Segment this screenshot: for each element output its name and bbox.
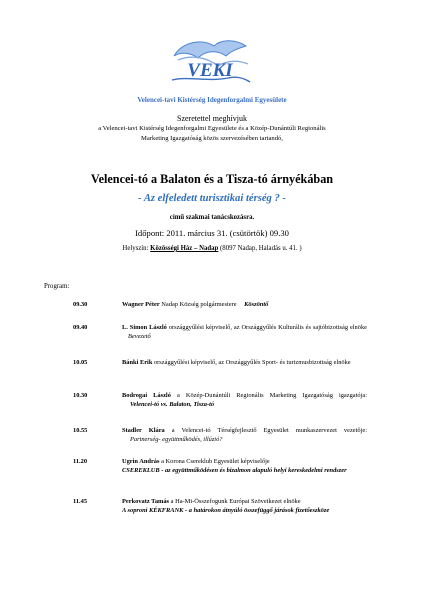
invitation-intro xyxy=(40,113,384,143)
program-time: 10.55 xyxy=(73,427,88,434)
speaker-role: a Korona Csereklub Egyesület képviselője xyxy=(161,458,270,465)
speaker-role: országgyűlési képviselő, az Országgyűlés Sport- és turizmusbizottság elnöke xyxy=(153,359,351,366)
event-date: Időpont: 2011. március 31. (csütörtök) 09.30 xyxy=(135,228,289,238)
event-subtitle: - Az elfeledett turisztikai térség ? - xyxy=(138,193,286,204)
invitation-line-1: Szeretettel meghívjuk xyxy=(177,114,247,123)
speaker-name: Wagner Péter xyxy=(122,301,160,308)
venue-place: Közösségi Ház – Nadap xyxy=(150,245,219,252)
event-title: Velencei-tó a Balaton és a Tisza-tó árnyékában xyxy=(90,172,334,186)
speaker-name: Stadler Klára xyxy=(122,427,165,434)
program-list xyxy=(73,301,367,538)
invitation-line-3: Marketing Igazgatóság közös szervezésében tartandó, xyxy=(141,134,283,142)
speaker-role: Nadap Község polgármestere xyxy=(161,301,237,308)
venue-address: (8097 Nadap, Haladás u. 41. ) xyxy=(220,245,302,252)
talk-topic: CSEREKLUB - az együttműködésen és bizalmon alapuló helyi kereskedelmi rendszer xyxy=(122,466,347,474)
program-time: 10.30 xyxy=(73,392,88,399)
speaker-name: Bánki Erik xyxy=(122,359,153,366)
veki-logo-graphic xyxy=(168,36,252,90)
speaker-role: a Közép-Dunántúli Regionális Marketing Igazgatóság igazgatója: xyxy=(176,392,367,399)
program-time: 10.05 xyxy=(73,359,88,366)
program-item xyxy=(73,498,367,538)
event-type: című szakmai tanácskozásra. xyxy=(169,214,255,221)
program-item xyxy=(73,359,367,392)
program-item xyxy=(73,301,367,324)
talk-topic: Bevezető xyxy=(128,332,151,340)
program-time: 11.20 xyxy=(73,458,88,465)
speaker-name: Perkovatz Tamás xyxy=(122,498,170,505)
speaker-name: Ugrin András xyxy=(122,458,160,465)
speaker-role: a Ha-Mi-Összefogunk Európai Szövetkezet elnöke xyxy=(170,498,301,505)
program-time: 09.30 xyxy=(73,301,88,308)
event-venue xyxy=(0,245,424,252)
talk-topic: Velencei-tó vs. Balaton, Tisza-tó xyxy=(130,400,215,408)
program-time: 09.40 xyxy=(73,324,88,331)
veki-logo xyxy=(168,36,252,90)
program-item xyxy=(73,458,367,498)
speaker-role: a Velencei-tó Térségfejlesztő Egyesület munkaszervezet vezetője: xyxy=(171,427,367,434)
talk-topic: Partnerség- együttműködés, illúzió? xyxy=(130,435,223,443)
speaker-name: L. Simon László xyxy=(122,324,167,331)
talk-topic: Köszöntő xyxy=(244,301,269,308)
talk-topic: A soproni KÉKFRANK - a határokon átnyúló összefüggő járások fizetőeszköze xyxy=(122,506,330,514)
logo-text: VEKI xyxy=(187,60,233,81)
program-time: 11.45 xyxy=(73,498,88,505)
invitation-line-2: a Velencei-tavi Kistérség Idegenforgalmi Egyesülete és a Közép-Dunántúli Regionális xyxy=(98,125,326,132)
organization-name: Velencei-tavi Kistérség Idegenforgalmi Egyesülete xyxy=(137,96,287,104)
speaker-role: országgyűlési képviselő, az Országgyűlés Kulturális és sajtóbizottság elnöke xyxy=(168,324,367,331)
program-heading: Program: xyxy=(44,283,70,290)
program-item xyxy=(73,392,367,427)
venue-label: Helyszín: xyxy=(122,245,149,252)
speaker-name: Bodrogai László xyxy=(122,392,171,399)
program-item xyxy=(73,324,367,359)
program-item xyxy=(73,427,367,458)
